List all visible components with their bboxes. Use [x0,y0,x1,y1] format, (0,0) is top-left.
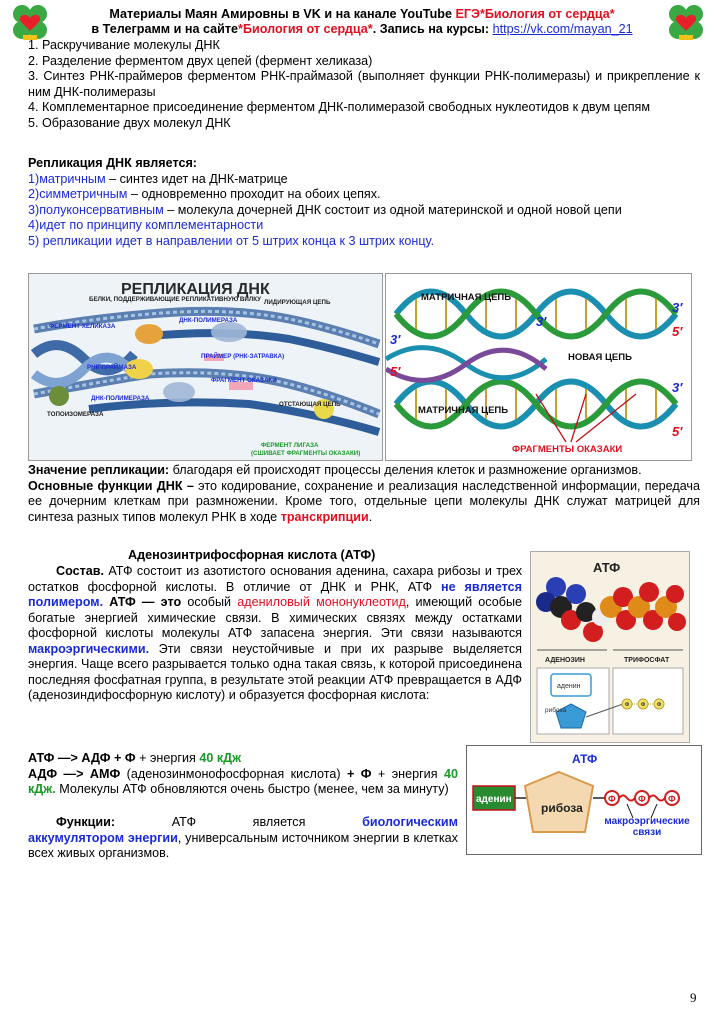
step-item: 1. Раскручивание молекулы ДНК [28,38,220,52]
label-template-bottom: МАТРИЧНАЯ ЦЕПЬ [418,405,509,416]
atp-functions [28,815,458,862]
prime-5-right-top: 5′ [672,324,683,339]
significance-paragraph: Значение репликации: благодаря ей происходят процессы деления клеток и размножение организмов. [28,463,642,477]
step-item: 3. Синтез РНК-праймеров ферментом РНК-праймазой (выполняет функции РНК-полимеразы) и прикрепление к ним ДНК-полимеразы [28,69,700,99]
phosphate-small-2: Ф [641,702,646,708]
page-number: 9 [690,990,697,1005]
label-okazaki-fragments: ФРАГМЕНТЫ ОКАЗАКИ [512,444,623,455]
header-line-1: Материалы Маян Амировны в VK и на канале YouTube ЕГЭ*Биология от сердца* [109,7,615,21]
property-item: 2)симметричным – одновременно проходит на обоих цепях. [28,187,381,201]
label-ligase-sub: (СШИВАЕТ ФРАГМЕНТЫ ОКАЗАКИ) [251,450,361,457]
property-item: 5) репликации идет в направлении от 5 штрих конца к 3 штрих концу. [28,233,435,248]
label-lagging: ОТСТАЮЩАЯ ЦЕПЬ [279,401,341,408]
label-okazaki: ФРАГМЕНТ ОКАЗАКИ [211,377,277,384]
phosphate-2: Ф [638,794,646,804]
label-proteins: БЕЛКИ, ПОДДЕРЖИВАЮЩИЕ РЕПЛИКАТИВНУЮ ВИЛКУ [89,296,261,303]
atp-molecule-title: АТФ [593,560,621,575]
replication-heading: Репликация ДНК является: [28,156,197,170]
label-ribose: рибоза [541,801,583,815]
prime-3-right-bottom: 3′ [672,380,683,395]
prime-5-left-top: 5′ [390,364,401,379]
replication-properties [28,156,700,249]
dna-strands-figure [385,273,692,461]
header [60,7,664,37]
prime-3-left-top: 3′ [390,332,401,347]
atp-title: Аденозинтрифосфорная кислота (АТФ) [128,548,376,562]
property-item: 4)идет по принципу комплементарности [28,218,264,232]
phosphate-1: Ф [608,794,616,804]
significance-section [28,463,700,525]
label-macro-bonds: макроэргические связи [604,816,690,838]
property-item: 1)матричным – синтез идет на ДНК-матрице [28,171,288,186]
label-triphosphate: ТРИФОСФАТ [624,657,670,664]
header-line-2: в Телеграмм и на сайте*Биология от сердца*. Запись на курсы: https://vk.com/mayan_21 [91,22,633,36]
logo-right [666,2,706,42]
phosphate-3: Ф [668,794,676,804]
label-adenosine: АДЕНОЗИН [545,657,585,664]
atp-equations [28,751,458,798]
step-item: 4. Комплементарное присоединение ферментом ДНК-полимеразой свободных нуклеотидов к двум цепям [28,100,651,114]
label-dna-polymerase-bottom: ДНК-ПОЛИМЕРАЗА [91,395,150,402]
prime-3-mid: 3′ [536,314,547,329]
atp-scheme-figure [466,745,702,855]
atp-composition-paragraph: Состав. АТФ состоит из азотистого основания аденина, сахара рибозы и трех остатков фосфорной кислоты. В отличие от ДНК и РНК, АТФ не является полимером. АТФ — это особый адениловый мононуклеотид, имеющий особые богатые энергией химические связи. В химических связях между остатками фосфорной кислоты молекулы АТФ запасена энергия. Эти связи называются макроэргическими. Эти связи неустойчивые и при их разрыве выделяется энергия. Чаще всего разрывается только одна такая связь, к которой присоединена последняя фосфатная группа, в результате этой реакции АТФ превращается в АДФ (аденозиндифосфорную кислоту) и образуется фосфорная кислота: [28,564,522,702]
label-primer: ПРАЙМЕР (РНК-ЗАТРАВКА) [201,353,285,360]
label-helicase: ФЕРМЕНТ ХЕЛИКАЗА [49,323,116,330]
phosphate-small-3: Ф [657,702,662,708]
atp-composition [28,564,522,704]
label-ribose-small: рибоза [545,707,567,714]
label-ligase: ФЕРМЕНТ ЛИГАЗА [261,442,319,449]
label-topoisomerase: ТОПОИЗОМЕРАЗА [47,411,104,418]
property-item: 3)полуконсервативным – молекула дочерней ДНК состоит из одной материнской и одной новой цепи [28,202,622,217]
step-item: 5. Образование двух молекул ДНК [28,115,231,130]
step-item: 2. Разделение ферментом двух цепей (фермент хеликаза) [28,53,373,68]
prime-5-right-bottom: 5′ [672,424,683,439]
atp-molecule-figure [530,551,690,743]
label-primase: РНК-ПРАЙМАЗА [87,364,137,371]
label-new-chain: НОВАЯ ЦЕПЬ [568,352,632,363]
label-adenine-small: аденин [557,683,581,690]
label-leading: ЛИДИРУЮЩАЯ ЦЕПЬ [264,299,331,306]
functions-paragraph: Основные функции ДНК – это кодирование, сохранение и реализация наследственной информации, передача ее дочерним клеткам при размножении. Кроме того, отдельные цепи молекулы ДНК служат матрицей для синтеза разных типов молекул РНК в ходе транскрипции. [28,478,700,524]
phosphate-small-1: Ф [625,702,630,708]
atp-scheme-title: АТФ [572,752,598,766]
steps-list [28,38,700,131]
logo-left [10,2,50,42]
label-dna-polymerase-top: ДНК-ПОЛИМЕРАЗА [179,317,238,324]
prime-3-right-top: 3′ [672,300,683,315]
label-template-top: МАТРИЧНАЯ ЦЕПЬ [421,292,512,303]
atp-functions-paragraph: Функции: АТФ является биологическим аккумулятором энергии, универсальным источником энергии в клетках всех живых организмов. [28,815,458,860]
equation-1: АТФ —> АДФ + Ф + энергия 40 кДж [28,751,242,765]
dna-replication-figure [28,273,383,461]
label-adenine: аденин [476,794,512,805]
equation-2: АДФ —> АМФ (аденозинмонофосфорная кислота) + Ф + энергия 40 кДж. Молекулы АТФ обновляются очень быстро (менее, чем за минуту) [28,766,458,796]
figure-title: РЕПЛИКАЦИЯ ДНК [121,281,270,298]
course-link[interactable]: https://vk.com/mayan_21 [492,22,633,36]
